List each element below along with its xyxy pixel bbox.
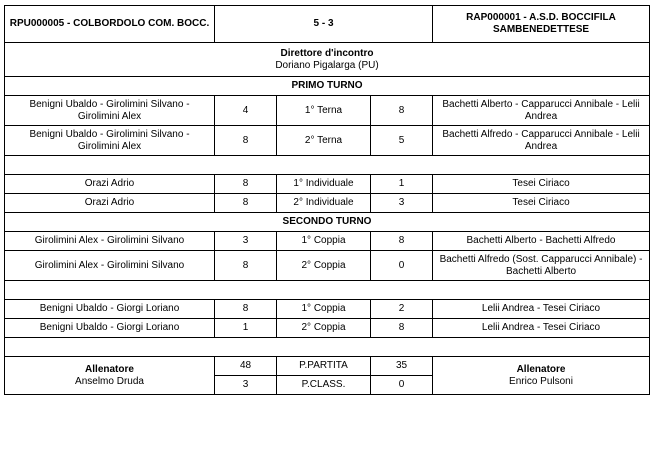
home-score: 8: [215, 300, 277, 319]
away-players: Bachetti Alfredo - Capparucci Annibale - Lelii Andrea: [433, 126, 650, 156]
game-type: 1° Individuale: [277, 175, 371, 194]
table-row: [5, 175, 650, 194]
away-coach: [433, 357, 650, 395]
away-score: 5: [371, 126, 433, 156]
table-row: [5, 251, 650, 281]
game-type: 2° Terna: [277, 126, 371, 156]
away-score: 8: [371, 319, 433, 338]
home-score: 4: [215, 96, 277, 126]
home-coach-label: Allenatore: [85, 363, 134, 375]
game-type: 2° Coppia: [277, 251, 371, 281]
home-players: Girolimini Alex - Girolimini Silvano: [5, 232, 215, 251]
table-row: [5, 232, 650, 251]
away-coach-name: Enrico Pulsoni: [509, 375, 573, 387]
table-row: [5, 319, 650, 338]
game-type: 1° Terna: [277, 96, 371, 126]
spacer-cell: [5, 156, 650, 175]
home-coach-name: Anselmo Druda: [75, 375, 144, 387]
spacer-row: [5, 281, 650, 300]
spacer-cell: [5, 281, 650, 300]
away-players: Bachetti Alberto - Capparucci Annibale - Lelii Andrea: [433, 96, 650, 126]
home-score: 3: [215, 232, 277, 251]
class-points-label: P.CLASS.: [277, 376, 371, 395]
home-coach: [5, 357, 215, 395]
home-score: 8: [215, 175, 277, 194]
spacer-row: [5, 338, 650, 357]
home-score: 8: [215, 126, 277, 156]
section-heading-row: [5, 77, 650, 96]
home-team: RPU000005 - COLBORDOLO COM. BOCC.: [5, 6, 215, 43]
home-players: Benigni Ubaldo - Girolimini Silvano - Girolimini Alex: [5, 96, 215, 126]
director-name: Doriano Pigalarga (PU): [275, 59, 379, 71]
table-row: [5, 300, 650, 319]
home-class-points: 3: [215, 376, 277, 395]
spacer-cell: [5, 338, 650, 357]
home-players: Benigni Ubaldo - Girolimini Silvano - Girolimini Alex: [5, 126, 215, 156]
game-type: 1° Coppia: [277, 300, 371, 319]
away-coach-label: Allenatore: [516, 363, 566, 375]
match-header-row: [5, 6, 650, 43]
away-score: 2: [371, 300, 433, 319]
primo-turno-title: PRIMO TURNO: [5, 77, 650, 96]
director-row: [5, 43, 650, 77]
away-players: Tesei Ciriaco: [433, 175, 650, 194]
away-match-points: 35: [371, 357, 433, 376]
home-players: Orazi Adrio: [5, 194, 215, 213]
home-players: Benigni Ubaldo - Giorgi Loriano: [5, 319, 215, 338]
game-type: 2° Individuale: [277, 194, 371, 213]
footer-row-partita: [5, 357, 650, 376]
away-score: 3: [371, 194, 433, 213]
spacer-row: [5, 156, 650, 175]
home-players: Girolimini Alex - Girolimini Silvano: [5, 251, 215, 281]
table-row: [5, 96, 650, 126]
home-players: Orazi Adrio: [5, 175, 215, 194]
away-players: Lelii Andrea - Tesei Ciriaco: [433, 300, 650, 319]
director-label: Direttore d'incontro: [280, 47, 374, 59]
home-match-points: 48: [215, 357, 277, 376]
game-type: 1° Coppia: [277, 232, 371, 251]
away-score: 8: [371, 232, 433, 251]
director-cell: [5, 43, 650, 77]
table-row: [5, 194, 650, 213]
home-players: Benigni Ubaldo - Giorgi Loriano: [5, 300, 215, 319]
away-players: Bachetti Alfredo (Sost. Capparucci Annibale) - Bachetti Alberto: [433, 251, 650, 281]
away-score: 8: [371, 96, 433, 126]
away-score: 0: [371, 251, 433, 281]
away-players: Bachetti Alberto - Bachetti Alfredo: [433, 232, 650, 251]
home-score: 8: [215, 251, 277, 281]
secondo-turno-title: SECONDO TURNO: [5, 213, 650, 232]
away-score: 1: [371, 175, 433, 194]
game-type: 2° Coppia: [277, 319, 371, 338]
home-score: 8: [215, 194, 277, 213]
home-score: 1: [215, 319, 277, 338]
away-players: Lelii Andrea - Tesei Ciriaco: [433, 319, 650, 338]
match-report-table: [4, 5, 650, 395]
away-team: RAP000001 - A.S.D. BOCCIFILA SAMBENEDETTESE: [433, 6, 650, 43]
match-score: 5 - 3: [215, 6, 433, 43]
away-players: Tesei Ciriaco: [433, 194, 650, 213]
section-heading-row: [5, 213, 650, 232]
away-class-points: 0: [371, 376, 433, 395]
match-points-label: P.PARTITA: [277, 357, 371, 376]
table-row: [5, 126, 650, 156]
